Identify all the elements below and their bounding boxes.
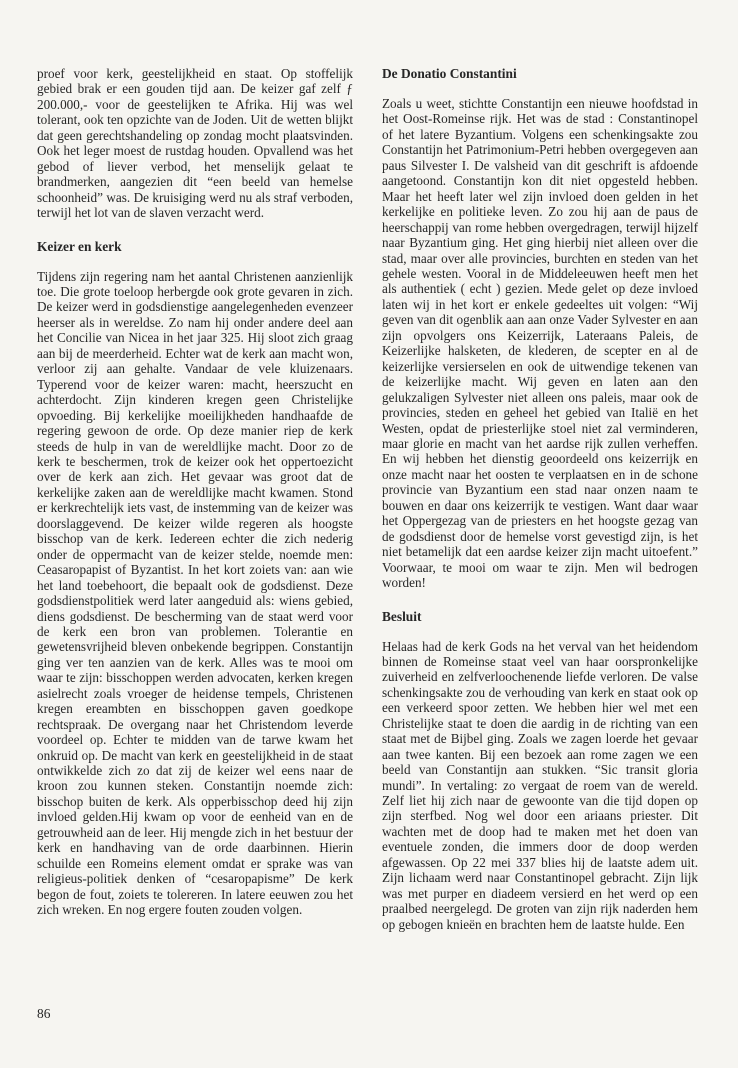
section-heading-donatio: De Donatio Constantini [382,66,517,81]
section-heading-besluit: Besluit [382,608,422,624]
left-column [37,66,353,918]
donatio-paragraph: Zoals u weet, stichtte Constantijn een nieuwe hoofdstad in het Oost-Romeinse rijk. Het was de stad : Constantinopel of het latere Byzantium. Volgens een schenkingsakte zou Constantijn het Patrimonium-Petri hebben overgegeven aan paus Silvester I. De valsheid van dit geschrift is afdoende aangetoond. Constantijn kon dit niet opgesteld hebben. Maar het heeft later wel zijn invloed doen gelden in het kerkelijke en politieke leven. Zo zou hij aan de paus de heerschappij van rome hebben overgedragen, terwijl hijzelf naar Byzantium ging. Het ging hierbij niet alleen over die stad, maar over alle provincies, burchten en steden van het gehele westen. Vooral in de Middeleeuwen heeft men het als authentiek ( echt ) gezien. Mede gelet op deze invloed laten wij in het kort er enkele gedeeltes uit volgen: “Wij geven van dit ogenblik aan aan onze Vader Sylvester en aan zijn opvolgers ons Keizerrijk, Lateraans Paleis, de Keizerlijke halsketen, de klederen, de scepter en al de keizerlijke versierselen en ook de uitwendige tekenen van de keizerlijke macht. Wij geven en laten aan den gelukzaligen Sylvester niet alleen ons paleis, maar ook de provincies, steden en geheel het gebied van Italië en het Westen, opdat de priesterlijke stoel niet zal verminderen, maar glorie en macht van het aardse rijk zullen verheffen. En wij hebben het dienstig geoordeeld ons keizerrijk en onze macht naar het oosten te verplaatsen en in de schone provincie van Byzantium een stad naar onzen naam te bouwen en daar ons keizerrijk te vestigen. Want daar waar het Oppergezag van de priesters en het hoogste gezag van de godsdienst door de hemelse vorst gevestigd zijn, is het niet betamelijk dat een aardse keizer zijn macht uitoefent.” Voorwaar, te mooi om waar te zijn. Men wil bedrogen worden! [382,96,698,591]
right-column [382,66,698,932]
page-number: 86 [37,1006,51,1021]
intro-paragraph: proef voor kerk, geestelijkheid en staat. Op stoffelijk gebied brak er een gouden tijd aan. De keizer gaf zelf ƒ 200.000,- voor de geestelijken te Afrika. Hij was wel tolerant, ook ten opzichte van de Joden. Uit de wetten blijkt dat geen gerechtshandeling op zondag mocht plaatsvinden. Ook het leger moest de rustdag houden. Opvallend was het gebod of liever verbod, het menselijk gelaat te brandmerken, aangezien dit “een beeld van hemelse schoonheid” was. De kruisiging werd nu als straf verboden, terwijl het lot van de slaven verzacht werd. [37,66,353,221]
keizer-en-kerk-paragraph: Tijdens zijn regering nam het aantal Christenen aanzienlijk toe. Die grote toeloop herbergde ook grote gevaren in zich. De keizer werd in godsdienstige aangelegenheden evenzeer heerser als in wereldse. Zo nam hij onder andere deel aan het Concilie van Nicea in het jaar 325. Hij sloot zich graag aan bij de meerderheid. Echter wat de kerk aan macht won, verloor zij aan gehalte. Vandaar de vele kluizenaars. Typerend voor de keizer waren: macht, heerszucht en achterdocht. Zijn kinderen kregen geen Christelijke opvoeding. Bij kerkelijke moeilijkheden handhaafde de regering gewoon de orde. Op deze manier riep de kerk steeds de hulp in van de wereldlijke macht. Door zo de kerk te beschermen, trok de keizer ook het oppertoezicht over de kerk aan zich. Het gevaar was groot dat de kerkelijke zaken aan de wereldlijke macht kwamen. Stond er kerkrechtelijk iets vast, de instemming van de keizer was doorslaggevend. De keizer wilde regeren als hoogste bisschop van de kerk. Iedereen echter die zich nederig onder de oppermacht van de keizer stelde, noemde men: Ceasaropapist of Byzantist. In het kort zoiets van: aan wie het land toebehoort, die bepaalt ook de godsdienst. Deze godsdienstpolitiek werd later aangeduid als: wiens gebied, diens godsdienst. De bescherming van de staat werd voor de kerk een bron van problemen. Tolerantie en gewetensvrijheid bleven onbekende begrippen. Constantijn ging ver ten aanzien van de kerk. Alles was te mooi om waar te zijn: bisschoppen werden advocaten, kerken kregen asielrecht zoals vroeger de heidense tempels, Christenen kregen ereambten en bisschoppen gaven goedkope rechtspraak. De overgang naar het Christendom leverde voordeel op. Echter te midden van de tarwe kwam het onkruid op. De macht van kerk en geestelijkheid in de staat ontwikkelde zich zo dat zij de keizer wel eens naar de kroon zou kunnen steken. Constantijn noemde zich: bisschop buiten de kerk. Als opperbisschop deed hij zijn invloed gelden.Hij kwam op voor de eenheid van en de getrouwheid aan de leer. Hij mengde zich in het bestuur der kerk en handhaving van de orde daarbinnen. Hierin schuilde een Romeins element omdat er sprake was van religieus-politiek denken of “cesaropapisme” De kerk begon de fout, zoiets te tolereren. In latere eeuwen zou het zich wreken. En nog ergere fouten zouden volgen. [37,268,353,918]
section-heading-keizer-en-kerk: Keizer en kerk [37,238,122,254]
besluit-paragraph: Helaas had de kerk Gods na het verval van het heidendom binnen de Romeinse staat veel van haar oorspronkelijke zuiverheid en zelfverloochenende liefde verloren. De valse schenkingsakte zou de verhouding van kerk en staat ook op een verkeerd spoor zetten. We hebben hier wel met een Christelijke staat te doen die aardig in de richting van een staat met de Bijbel ging. Zoals we zagen loerde het gevaar aan twee kanten. Bij een bezoek aan rome zagen we een beeld van Constantijn aan stukken. “Sic transit gloria mundi”. In vertaling: zo vergaat de roem van de wereld. Zelf liet hij zich naar de gewoonte van die tijd dopen op zijn sterfbed. Nog wel door een ariaans priester. Dit wachten met de doop had te maken met het doen van eventuele zonden, die immers door de doop werden afgewassen. Op 22 mei 337 blies hij de laatste adem uit. Zijn lichaam werd naar Constantinopel gebracht. Zijn lijk was met purper en diadeem versierd en het werd op een praalbed neergelegd. De groten van zijn rijk naderden hem op gebogen knieën en brachten hem de laatste hulde. Een [382,638,698,932]
